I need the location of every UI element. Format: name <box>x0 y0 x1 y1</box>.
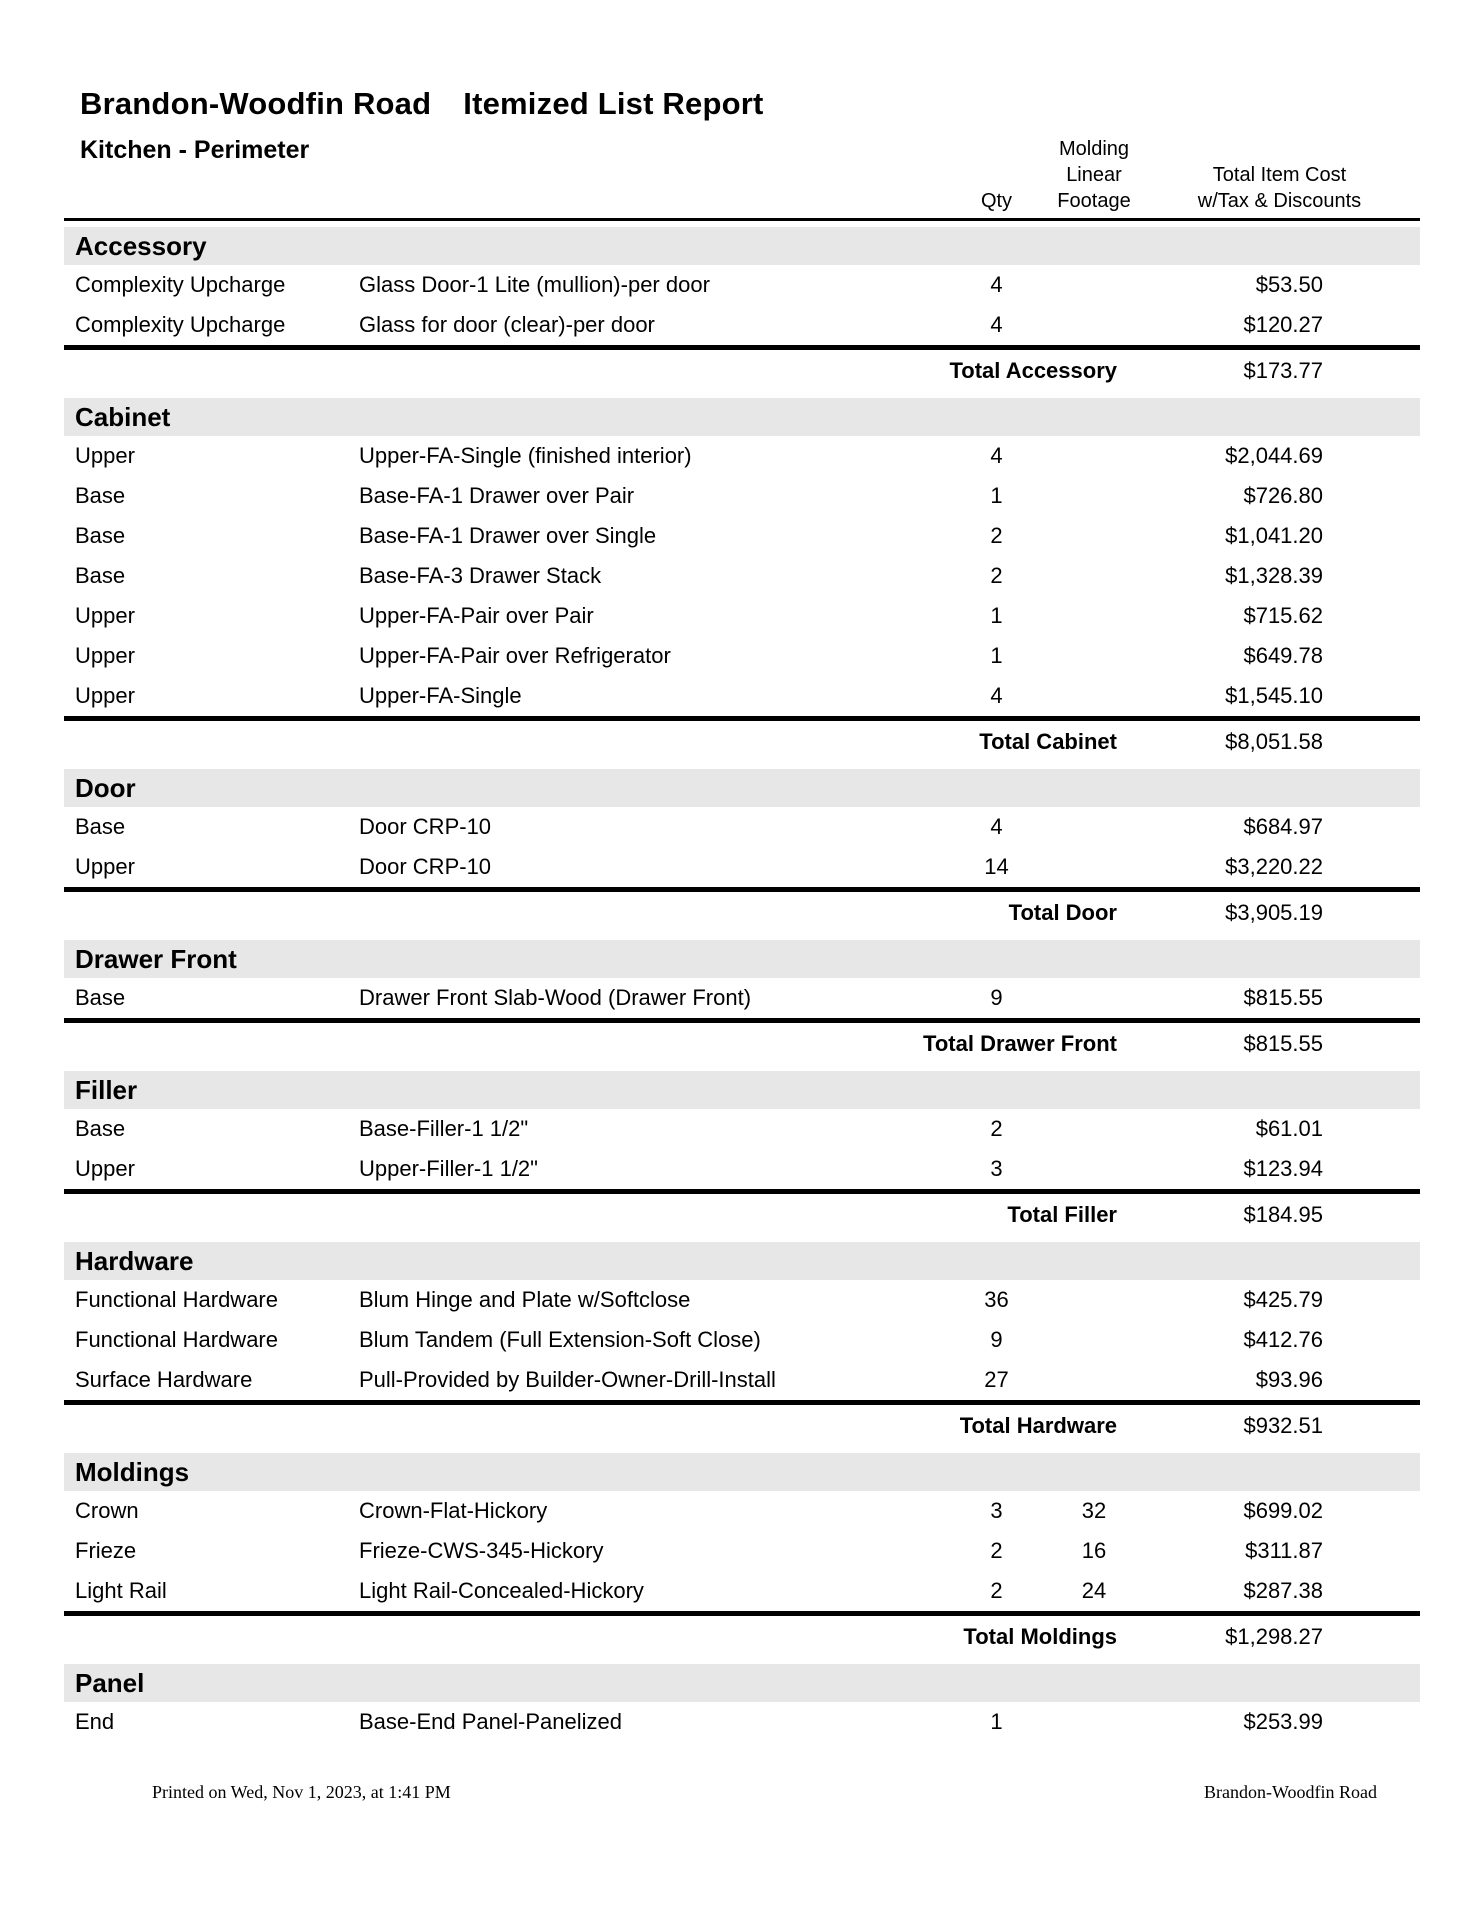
item-description: Glass Door-1 Lite (mullion)-per door <box>359 272 710 297</box>
item-category: Crown <box>75 1498 139 1523</box>
item-category: Upper <box>75 603 135 628</box>
item-cost: $425.79 <box>1243 1287 1323 1312</box>
item-row <box>64 1320 1420 1360</box>
item-qty: 9 <box>990 1327 1003 1352</box>
item-row <box>64 436 1420 476</box>
section-rows <box>64 436 1420 716</box>
item-description: Crown-Flat-Hickory <box>359 1498 548 1523</box>
item-cost: $287.38 <box>1243 1578 1323 1603</box>
item-molding-footage: 16 <box>1081 1538 1107 1563</box>
project-title: Brandon-Woodfin Road <box>80 86 432 121</box>
item-description: Upper-Filler-1 1/2" <box>359 1156 538 1181</box>
item-description: Door CRP-10 <box>359 854 492 879</box>
item-category: Base <box>75 814 126 839</box>
item-description: Pull-Provided by Builder-Owner-Drill-Install <box>359 1367 776 1392</box>
item-molding-footage <box>1049 265 1139 305</box>
room-title: Kitchen - Perimeter <box>80 136 310 164</box>
section-header <box>64 940 1420 978</box>
item-description: Blum Hinge and Plate w/Softclose <box>359 1287 691 1312</box>
item-cost: $311.87 <box>1245 1538 1323 1563</box>
section-title: Filler <box>75 1075 138 1105</box>
section-total-value: $932.51 <box>1243 1413 1323 1438</box>
item-cost: $3,220.22 <box>1225 854 1323 879</box>
item-molding-footage <box>1049 516 1139 556</box>
section-total-value: $173.77 <box>1243 358 1323 383</box>
section-total-value: $815.55 <box>1243 1031 1323 1056</box>
item-row <box>64 1531 1420 1571</box>
section-total-row <box>64 1194 1420 1236</box>
item-row <box>64 847 1420 887</box>
section-rows <box>64 1280 1420 1400</box>
item-description: Base-Filler-1 1/2" <box>359 1116 529 1141</box>
item-description: Frieze-CWS-345-Hickory <box>359 1538 604 1563</box>
section-total-value: $184.95 <box>1243 1202 1323 1227</box>
item-row <box>64 265 1420 305</box>
item-category: Functional Hardware <box>75 1287 278 1312</box>
item-category: Upper <box>75 1156 135 1181</box>
section-total-label: Total Accessory <box>949 358 1117 383</box>
section-total-label: Total Drawer Front <box>923 1031 1117 1056</box>
item-qty: 36 <box>984 1287 1009 1312</box>
report-sections <box>64 227 1420 1742</box>
item-category: Complexity Upcharge <box>75 312 286 337</box>
item-category: Upper <box>75 683 135 708</box>
footer-project-name: Brandon-Woodfin Road <box>1203 1782 1377 1802</box>
section-total-row <box>64 892 1420 934</box>
item-qty: 27 <box>984 1367 1009 1392</box>
column-header-cost <box>1139 162 1420 218</box>
item-description: Glass for door (clear)-per door <box>359 312 655 337</box>
item-category: Frieze <box>75 1538 137 1563</box>
item-row <box>64 305 1420 345</box>
section-title: Panel <box>75 1668 145 1698</box>
item-row <box>64 556 1420 596</box>
report-section <box>64 1664 1420 1742</box>
section-rows <box>64 978 1420 1018</box>
item-qty: 1 <box>990 483 1003 508</box>
item-molding-footage <box>1049 305 1139 345</box>
item-row <box>64 1571 1420 1611</box>
section-header <box>64 1453 1420 1491</box>
item-cost: $93.96 <box>1255 1367 1323 1392</box>
item-description: Upper-FA-Pair over Pair <box>359 603 594 628</box>
item-molding-footage <box>1049 1320 1139 1360</box>
item-molding-footage <box>1049 436 1139 476</box>
item-molding-footage: 32 <box>1081 1498 1107 1523</box>
section-title: Accessory <box>75 231 207 261</box>
item-qty: 2 <box>990 523 1003 548</box>
item-category: Surface Hardware <box>75 1367 253 1392</box>
section-total-value: $1,298.27 <box>1225 1624 1323 1649</box>
item-cost: $684.97 <box>1243 814 1323 839</box>
column-header-molding-line2: Linear <box>1066 164 1122 186</box>
item-molding-footage <box>1049 476 1139 516</box>
item-description: Upper-FA-Single (finished interior) <box>359 443 692 468</box>
item-cost: $2,044.69 <box>1225 443 1323 468</box>
column-header-molding-line3: Footage <box>1057 190 1131 212</box>
section-total-row <box>64 721 1420 763</box>
item-description: Base-FA-3 Drawer Stack <box>359 563 602 588</box>
column-headers <box>64 136 1420 218</box>
item-description: Light Rail-Concealed-Hickory <box>359 1578 644 1603</box>
item-cost: $123.94 <box>1243 1156 1323 1181</box>
item-description: Upper-FA-Single <box>359 683 522 708</box>
item-row <box>64 1702 1420 1742</box>
item-molding-footage <box>1049 1280 1139 1320</box>
item-qty: 3 <box>990 1156 1003 1181</box>
item-qty: 2 <box>990 1116 1003 1141</box>
item-row <box>64 636 1420 676</box>
section-title: Drawer Front <box>75 944 237 974</box>
section-header <box>64 398 1420 436</box>
item-molding-footage <box>1049 1109 1139 1149</box>
section-title: Hardware <box>75 1246 194 1276</box>
report-section <box>64 227 1420 392</box>
report-content <box>64 0 1420 1742</box>
section-header <box>64 1242 1420 1280</box>
section-rows <box>64 1491 1420 1611</box>
item-category: Base <box>75 523 126 548</box>
section-total-row <box>64 1405 1420 1447</box>
item-molding-footage <box>1049 676 1139 716</box>
item-qty: 2 <box>990 563 1003 588</box>
item-description: Base-FA-1 Drawer over Pair <box>359 483 635 508</box>
section-rows <box>64 1109 1420 1189</box>
section-rows <box>64 807 1420 887</box>
item-molding-footage <box>1049 978 1139 1018</box>
report-section <box>64 940 1420 1065</box>
item-molding-footage <box>1049 556 1139 596</box>
item-qty: 2 <box>990 1538 1003 1563</box>
item-row <box>64 516 1420 556</box>
item-cost: $715.62 <box>1243 603 1323 628</box>
item-category: Complexity Upcharge <box>75 272 286 297</box>
item-category: Upper <box>75 854 135 879</box>
item-row <box>64 596 1420 636</box>
item-molding-footage <box>1049 596 1139 636</box>
item-molding-footage <box>1049 1360 1139 1400</box>
item-molding-footage <box>1049 1149 1139 1189</box>
item-cost: $61.01 <box>1255 1116 1323 1141</box>
item-row <box>64 807 1420 847</box>
section-total-value: $3,905.19 <box>1225 900 1323 925</box>
section-total-label: Total Filler <box>1007 1202 1117 1227</box>
report-section <box>64 1242 1420 1447</box>
column-header-molding-line1: Molding <box>1058 138 1130 160</box>
item-qty: 14 <box>984 854 1009 879</box>
item-description: Base-End Panel-Panelized <box>359 1709 622 1734</box>
item-description: Door CRP-10 <box>359 814 492 839</box>
section-total-row <box>64 1616 1420 1658</box>
item-category: Functional Hardware <box>75 1327 278 1352</box>
item-row <box>64 676 1420 716</box>
item-cost: $53.50 <box>1255 272 1323 297</box>
report-section <box>64 398 1420 763</box>
item-row <box>64 1491 1420 1531</box>
item-cost: $120.27 <box>1243 312 1323 337</box>
item-molding-footage <box>1049 1702 1139 1742</box>
report-section <box>64 1071 1420 1236</box>
section-header <box>64 1071 1420 1109</box>
item-cost: $726.80 <box>1243 483 1323 508</box>
section-title: Cabinet <box>75 402 171 432</box>
column-header-cost-line1: Total Item Cost <box>1212 164 1347 186</box>
header-divider <box>64 218 1420 221</box>
section-title: Moldings <box>75 1457 190 1487</box>
item-row <box>64 978 1420 1018</box>
section-total-row <box>64 1023 1420 1065</box>
item-molding-footage: 24 <box>1081 1578 1107 1603</box>
section-rows <box>64 265 1420 345</box>
item-qty: 4 <box>990 312 1003 337</box>
item-description: Base-FA-1 Drawer over Single <box>359 523 657 548</box>
section-total-label: Total Hardware <box>959 1413 1117 1438</box>
item-category: End <box>75 1709 115 1734</box>
item-qty: 4 <box>990 814 1003 839</box>
item-qty: 1 <box>990 1709 1003 1734</box>
section-total-label: Total Moldings <box>963 1624 1117 1649</box>
item-row <box>64 1109 1420 1149</box>
report-name: Itemized List Report <box>463 86 764 121</box>
item-description: Blum Tandem (Full Extension-Soft Close) <box>359 1327 761 1352</box>
item-row <box>64 1149 1420 1189</box>
item-category: Upper <box>75 643 135 668</box>
item-cost: $253.99 <box>1243 1709 1323 1734</box>
item-qty: 2 <box>990 1578 1003 1603</box>
item-cost: $1,545.10 <box>1225 683 1323 708</box>
report-section <box>64 1453 1420 1658</box>
item-cost: $649.78 <box>1243 643 1323 668</box>
section-header <box>64 227 1420 265</box>
item-molding-footage <box>1049 636 1139 676</box>
item-category: Base <box>75 563 126 588</box>
section-title: Door <box>75 773 136 803</box>
column-header-cost-line2: w/Tax & Discounts <box>1197 190 1362 212</box>
section-header <box>64 769 1420 807</box>
printed-timestamp: Printed on Wed, Nov 1, 2023, at 1:41 PM <box>152 1782 451 1802</box>
item-qty: 4 <box>990 443 1003 468</box>
report-title-row <box>80 0 1420 122</box>
item-cost: $699.02 <box>1243 1498 1323 1523</box>
item-cost: $412.76 <box>1243 1327 1323 1352</box>
section-total-label: Total Door <box>1008 900 1117 925</box>
section-header <box>64 1664 1420 1702</box>
item-qty: 1 <box>990 643 1003 668</box>
section-total-label: Total Cabinet <box>979 729 1117 754</box>
item-qty: 1 <box>990 603 1003 628</box>
item-category: Base <box>75 483 126 508</box>
item-molding-footage <box>1049 847 1139 887</box>
item-qty: 9 <box>990 985 1003 1010</box>
section-rows <box>64 1702 1420 1742</box>
item-category: Upper <box>75 443 135 468</box>
item-description: Drawer Front Slab-Wood (Drawer Front) <box>359 985 752 1010</box>
item-qty: 3 <box>990 1498 1003 1523</box>
item-row <box>64 1360 1420 1400</box>
item-row <box>64 476 1420 516</box>
report-section <box>64 769 1420 934</box>
item-cost: $815.55 <box>1243 985 1323 1010</box>
section-total-value: $8,051.58 <box>1225 729 1323 754</box>
item-category: Base <box>75 1116 126 1141</box>
item-qty: 4 <box>990 683 1003 708</box>
item-category: Light Rail <box>75 1578 167 1603</box>
item-cost: $1,328.39 <box>1225 563 1323 588</box>
column-header-molding <box>1049 136 1139 218</box>
item-cost: $1,041.20 <box>1225 523 1323 548</box>
item-row <box>64 1280 1420 1320</box>
section-total-row <box>64 350 1420 392</box>
item-description: Upper-FA-Pair over Refrigerator <box>359 643 671 668</box>
item-qty: 4 <box>990 272 1003 297</box>
item-category: Base <box>75 985 126 1010</box>
item-molding-footage <box>1049 807 1139 847</box>
column-header-qty: Qty <box>980 190 1013 212</box>
